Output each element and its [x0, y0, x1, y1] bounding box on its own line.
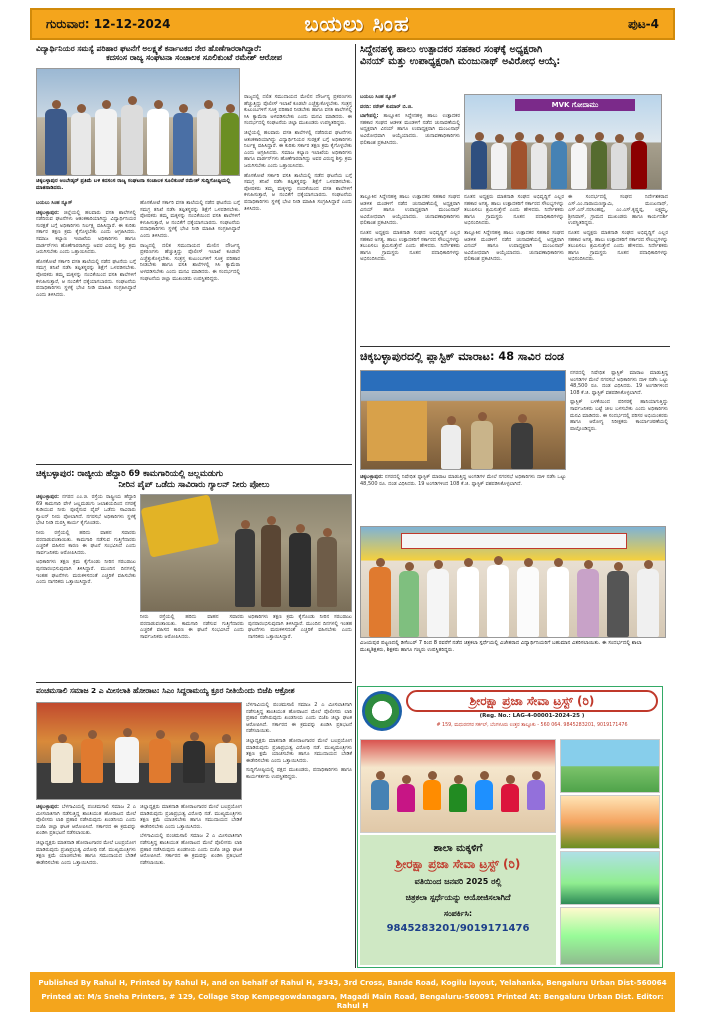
- story1-photo: [36, 68, 240, 176]
- person-figure: [121, 105, 143, 175]
- ad-phone-numbers: 9845283201/9019171476: [386, 923, 530, 934]
- story6-column1: [36, 804, 136, 968]
- person-figure: [289, 533, 311, 607]
- person-figure: [261, 525, 281, 607]
- masthead: [30, 8, 675, 40]
- person-figure: [235, 529, 255, 607]
- story6-column3: [246, 702, 352, 968]
- story6-headline: ಪಂಚಮಸಾಲಿ ಸಮಾಜ 2 ಎ ಮೀಸಲಾತಿ ಹೋರಾಟ: ಸಿಎಂ ಸಿದ್ದರಾಮಯ್ಯ ಕ್ರೂರ ನೀತಿಯೆಂದು ಬಿಜೆಪಿ ಆಕ್ರೋಶ: [36, 686, 295, 695]
- story3-body3: ಅಧಿಕಾರಿಗಳು ತಕ್ಷಣ ಕ್ರಮ ಕೈಗೊಂಡು ನೀರಿನ ಸರಬರಾಜು ಪುನರಾರಂಭಿಸುವುದಾಗಿ ತಿಳಿಸಿದ್ದಾರೆ. ಮುಂದಿನ ದಿನಗಳಲ್ಲಿ ಇಂತಹ ಘಟನೆಗಳು ಮರುಕಳಿಸದಂತೆ ಎಚ್ಚರಿಕೆ ವಹಿಸಬೇಕು ಎಂದು ನಾಗರಿಕರು ಒತ್ತಾಯಿಸಿದ್ದಾರೆ.: [248, 614, 352, 640]
- excavator-shape: [141, 494, 220, 557]
- person-figure: [457, 567, 479, 637]
- story1-headline: [36, 44, 352, 63]
- story2-dateline: ಬಾಗೇಪಲ್ಲಿ:: [360, 113, 379, 120]
- person-figure: [71, 113, 91, 175]
- ad-children-drawing-photo: [360, 739, 556, 833]
- story3-body2: ನೀರು ರಸ್ತೆಯಲ್ಲಿ ಹರಿದು ವಾಹನ ಸವಾರರು ಪರದಾಡುವಂತಾಯಿತು. ಕಾಮಗಾರಿ ನಡೆಸುವ ಗುತ್ತಿಗೆದಾರರು ಎಚ್ಚರಿಕೆ ವಹಿಸದ ಕಾರಣ ಈ ಘಟನೆ ಸಂಭವಿಸಿದೆ ಎಂದು ಸಾರ್ವಜನಿಕರು ಆರೋಪಿಸಿದರು.: [140, 614, 244, 640]
- story2-photo: [464, 94, 662, 190]
- ad-painting-4: [560, 907, 660, 965]
- ad-address: # 159, ಮಧುರನಗರ ಸರ್ಕಲ್, ಬೆಂಗಳೂರು ಉತ್ತರ ತಾಲ್ಲೂಕು - 560 064. 9845283201, 9019171476: [436, 723, 628, 728]
- story2-body2: ನೂತನ ಅಧ್ಯಕ್ಷರು ಮಾತನಾಡಿ ಸಂಘದ ಅಭಿವೃದ್ಧಿಗೆ ಎಲ್ಲರ ಸಹಕಾರ ಅಗತ್ಯ. ಹಾಲು ಉತ್ಪಾದಕರಿಗೆ ಸರ್ಕಾರದ ಸೌಲಭ್ಯಗಳನ್ನು ತಲುಪಿಸಲು ಶ್ರಮಿಸುತ್ತೇನೆ ಎಂದು ಹೇಳಿದರು. ನಿರ್ದೇಶಕರು ಹಾಗೂ ಗ್ರಾಮಸ್ಥರು ನೂತನ ಪದಾಧಿಕಾರಿಗಳನ್ನು ಅಭಿನಂದಿಸಿದರು.: [464, 194, 564, 227]
- person-figure: [317, 537, 337, 607]
- person-figure: [475, 780, 493, 810]
- story6-body3b: ಜಿಲ್ಲಾಧ್ಯಕ್ಷರು ಮಾತನಾಡಿ ಹೋರಾಟಗಾರರ ಮೇಲೆ ಬಲಪ್ರಯೋಗ ಮಾಡಿರುವುದು ಪ್ರಜಾಪ್ರಭುತ್ವ ವಿರೋಧಿ ನಡೆ. ಮುಖ್ಯಮಂತ್ರಿಗಳು ತಕ್ಷಣ ಕ್ಷಮೆ ಯಾಚಿಸಬೇಕು ಹಾಗೂ ಸಮುದಾಯದ ಬೇಡಿಕೆ ಈಡೇರಿಸಬೇಕು ಎಂದು ಒತ್ತಾಯಿಸಿದರು.: [246, 737, 352, 764]
- person-figure: [173, 113, 193, 175]
- story6-dateline: ಚಿಕ್ಕಬಳ್ಳಾಪುರ:: [36, 804, 59, 810]
- person-figure: [471, 141, 487, 189]
- person-figure: [149, 739, 171, 783]
- divider: [36, 682, 352, 683]
- story2-reporter: ವರದಿ: ನರೇಶ್ ಕುಮಾರ್ ಬಿ.ಜಿ.: [360, 103, 413, 110]
- column-divider: [355, 44, 356, 968]
- ad-painting-1: [560, 739, 660, 793]
- ad-competition-notice: [360, 835, 556, 965]
- story1-dateline: ಚಿಕ್ಕಬಳ್ಳಾಪುರ:: [36, 209, 59, 216]
- story6-column2: [140, 804, 242, 968]
- person-figure: [423, 780, 441, 810]
- divider: [360, 346, 670, 347]
- story2-body1: ತಾಲ್ಲೂಕಿನ ಸಿದ್ದೇನಹಳ್ಳಿ ಹಾಲು ಉತ್ಪಾದಕರ ಸಹಕಾರ ಸಂಘದ ಆಡಳಿತ ಮಂಡಳಿಗೆ ನಡೆದ ಚುನಾವಣೆಯಲ್ಲಿ ಅಧ್ಯಕ್ಷರಾಗಿ ವಿನಯ್ ಹಾಗೂ ಉಪಾಧ್ಯಕ್ಷರಾಗಿ ಮಂಜುನಾಥ್ ಅವಿರೋಧವಾಗಿ ಆಯ್ಕೆಯಾದರು. ಚುನಾವಣಾಧಿಕಾರಿಗಳು ಫಲಿತಾಂಶ ಪ್ರಕಟಿಸಿದರು.: [360, 113, 460, 146]
- person-figure: [631, 141, 647, 189]
- story2-column2: [464, 194, 564, 344]
- story2-body1b: ತಾಲ್ಲೂಕಿನ ಸಿದ್ದೇನಹಳ್ಳಿ ಹಾಲು ಉತ್ಪಾದಕರ ಸಹಕಾರ ಸಂಘದ ಆಡಳಿತ ಮಂಡಳಿಗೆ ನಡೆದ ಚುನಾವಣೆಯಲ್ಲಿ ಅಧ್ಯಕ್ಷರಾಗಿ ವಿನಯ್ ಹಾಗೂ ಉಪಾಧ್ಯಕ್ಷರಾಗಿ ಮಂಜುನಾಥ್ ಅವಿರೋಧವಾಗಿ ಆಯ್ಕೆಯಾದರು. ಚುನಾವಣಾಧಿಕಾರಿಗಳು ಫಲಿತಾಂಶ ಪ್ರಕಟಿಸಿದರು.: [360, 194, 460, 227]
- person-figure: [371, 780, 389, 810]
- person-figure: [491, 143, 507, 189]
- divider: [36, 464, 352, 465]
- imprint-line2: Printed at: M/s Sneha Printers, # 129, Collage Stop Kempegowdanagara, Magadi Main Road, Bengaluru-560091 Printed At: Bengaluru Urban Dist. Editor: Rahul H: [41, 992, 664, 1010]
- story3-body1: ನಗರದ ಎಂ.ಜಿ. ರಸ್ತೆಯ ರಾಷ್ಟ್ರೀಯ ಹೆದ್ದಾರಿ 69 ಕಾಮಗಾರಿ ವೇಳೆ ಜಲ್ಲಮಡುಗು ಜಲಾಶಯದಿಂದ ನಗರಕ್ಕೆ ಕುಡಿಯುವ ನೀರು ಪೂರೈಸುವ ಪೈಪ್ ಒಡೆದು ಸಾವಿರಾರು ಗ್ಯಾಲನ್ ನೀರು ಪೋಲಾಗಿದೆ. ನಗರಸಭೆ ಅಧಿಕಾರಿಗಳು ಸ್ಥಳಕ್ಕೆ ಭೇಟಿ ನೀಡಿ ದುರಸ್ತಿ ಕಾರ್ಯ ಕೈಗೊಂಡರು.: [36, 494, 136, 527]
- person-figure: [221, 113, 239, 175]
- story2-byline: ಬಯಲು ಸಿಂಹ ನ್ಯೂಸ್: [360, 94, 397, 100]
- person-figure: [51, 743, 73, 783]
- ad-registration: (Reg. No.: LAG-4-00001-2024-25 ): [479, 713, 585, 719]
- person-figure: [501, 784, 519, 812]
- story3-column1: [36, 494, 136, 680]
- person-figure: [427, 569, 449, 637]
- person-figure: [183, 741, 205, 783]
- person-figure: [147, 109, 169, 175]
- story4-column2: [570, 370, 668, 524]
- story4-body1b: ನಗರದಲ್ಲಿ ನಿಷೇಧಿತ ಪ್ಲಾಸ್ಟಿಕ್ ಮಾರಾಟ ಮಾಡುತ್ತಿದ್ದ ಅಂಗಡಿಗಳ ಮೇಲೆ ನಗರಸಭೆ ಅಧಿಕಾರಿಗಳು ದಾಳಿ ನಡೆಸಿ ಒಟ್ಟು 48,500 ರೂ. ದಂಡ ವಿಧಿಸಿದರು. 19 ಅಂಗಡಿಗಳಿಂದ 108 ಕೆ.ಜಿ. ಪ್ಲಾಸ್ಟಿಕ್ ವಶಪಡಿಸಿಕೊಳ್ಳಲಾಗಿದೆ.: [570, 370, 668, 396]
- person-figure: [471, 421, 493, 469]
- ad-title: ಶ್ರೀರಕ್ಷಾ ಪ್ರಜಾ ಸೇವಾ ಟ್ರಸ್ಟ್ (ರಿ): [406, 690, 658, 712]
- story5-photo: [360, 526, 666, 638]
- person-figure: [449, 784, 467, 812]
- story5-caption: ವಿಜಯಪುರ ಪಟ್ಟಣದಲ್ಲಿ ಡಿಸೆಂಬರ್ 7 ರಿಂದ 8 ರವರೆಗೆ ನಡೆದ ಚಿತ್ರಕಲಾ ಸ್ಪರ್ಧೆಯಲ್ಲಿ ವಿಜೇತರಾದ ವಿದ್ಯಾರ್ಥಿನಿಯರಿಗೆ ಬಹುಮಾನ ವಿತರಿಸಲಾಯಿತು. ಈ ಸಂದರ್ಭದಲ್ಲಿ ಶಾಲಾ ಮುಖ್ಯಶಿಕ್ಷಕರು, ಶಿಕ್ಷಕರು ಹಾಗೂ ಗಣ್ಯರು ಉಪಸ್ಥಿತರಿದ್ದರು.: [360, 640, 642, 653]
- shop-shelf: [367, 401, 427, 461]
- page-number: ಪುಟ-4: [628, 17, 659, 31]
- story1-body2: ಹೊಸಕೋಟೆ ಸರ್ಕಾರಿ ವಸತಿ ಶಾಲೆಯಲ್ಲಿ ನಡೆದ ಘಟನೆಯ ಬಗ್ಗೆ ಸಮಗ್ರ ತನಿಖೆ ನಡೆಸಿ ತಪ್ಪಿತಸ್ಥರನ್ನು ಶಿಕ್ಷೆಗೆ ಒಳಪಡಿಸಬೇಕು. ಪೋಷಕರು ತಮ್ಮ ಮಕ್ಕಳನ್ನು ನಂಬಿಕೆಯಿಂದ ವಸತಿ ಶಾಲೆಗಳಿಗೆ ಕಳುಹಿಸುತ್ತಾರೆ, ಆ ನಂಬಿಕೆಗೆ ಧಕ್ಕೆಯಾಗಬಾರದು. ಸಂಘಟನೆಯ ಪದಾಧಿಕಾರಿಗಳು ಸ್ಥಳಕ್ಕೆ ಭೇಟಿ ನೀಡಿ ಮಾಹಿತಿ ಸಂಗ್ರಹಿಸಿದ್ದಾರೆ ಎಂದು ತಿಳಿಸಿದರು.: [140, 200, 240, 239]
- story1-body3c: ಹೊಸಕೋಟೆ ಸರ್ಕಾರಿ ವಸತಿ ಶಾಲೆಯಲ್ಲಿ ನಡೆದ ಘಟನೆಯ ಬಗ್ಗೆ ಸಮಗ್ರ ತನಿಖೆ ನಡೆಸಿ ತಪ್ಪಿತಸ್ಥರನ್ನು ಶಿಕ್ಷೆಗೆ ಒಳಪಡಿಸಬೇಕು. ಪೋಷಕರು ತಮ್ಮ ಮಕ್ಕಳನ್ನು ನಂಬಿಕೆಯಿಂದ ವಸತಿ ಶಾಲೆಗಳಿಗೆ ಕಳುಹಿಸುತ್ತಾರೆ, ಆ ನಂಬಿಕೆಗೆ ಧಕ್ಕೆಯಾಗಬಾರದು. ಸಂಘಟನೆಯ ಪದಾಧಿಕಾರಿಗಳು ಸ್ಥಳಕ್ಕೆ ಭೇಟಿ ನೀಡಿ ಮಾಹಿತಿ ಸಂಗ್ರಹಿಸಿದ್ದಾರೆ ಎಂದು ತಿಳಿಸಿದರು.: [244, 172, 352, 212]
- person-figure: [511, 141, 527, 189]
- story3-headline-line2: ನೀರಿನ ಪೈಪ್ ಒಡೆದು ಸಾವಿರಾರು ಗ್ಯಾಲನ್ ನೀರು ಪೋಲು: [118, 478, 270, 489]
- ad-line1: ಶಾಲಾ ಮಕ್ಕಳಿಗೆ: [433, 843, 483, 854]
- story4-dateline: ಚಿಕ್ಕಬಳ್ಳಾಪುರ:: [360, 474, 383, 480]
- person-figure: [215, 743, 237, 783]
- person-figure: [591, 141, 607, 189]
- person-figure: [487, 565, 509, 637]
- story3-column2: [140, 614, 244, 680]
- story2-headline: [360, 44, 672, 68]
- person-figure: [527, 780, 545, 810]
- person-figure: [399, 571, 419, 637]
- story6-body3: ಸುದ್ದಿಗೋಷ್ಠಿಯಲ್ಲಿ ಪಕ್ಷದ ಮುಖಂಡರು, ಪದಾಧಿಕಾರಿಗಳು ಹಾಗೂ ಕಾರ್ಯಕರ್ತರು ಉಪಸ್ಥಿತರಿದ್ದರು.: [246, 767, 352, 780]
- story1-body1b: ಹೊಸಕೋಟೆ ಸರ್ಕಾರಿ ವಸತಿ ಶಾಲೆಯಲ್ಲಿ ನಡೆದ ಘಟನೆಯ ಬಗ್ಗೆ ಸಮಗ್ರ ತನಿಖೆ ನಡೆಸಿ ತಪ್ಪಿತಸ್ಥರನ್ನು ಶಿಕ್ಷೆಗೆ ಒಳಪಡಿಸಬೇಕು. ಪೋಷಕರು ತಮ್ಮ ಮಕ್ಕಳನ್ನು ನಂಬಿಕೆಯಿಂದ ವಸತಿ ಶಾಲೆಗಳಿಗೆ ಕಳುಹಿಸುತ್ತಾರೆ, ಆ ನಂಬಿಕೆಗೆ ಧಕ್ಕೆಯಾಗಬಾರದು. ಸಂಘಟನೆಯ ಪದಾಧಿಕಾರಿಗಳು ಸ್ಥಳಕ್ಕೆ ಭೇಟಿ ನೀಡಿ ಮಾಹಿತಿ ಸಂಗ್ರಹಿಸಿದ್ದಾರೆ ಎಂದು ತಿಳಿಸಿದರು.: [36, 258, 136, 298]
- person-figure: [531, 143, 547, 189]
- story1-headline-line2: ಕದಸಂಸ ರಾಜ್ಯ ಸಂಘಟನಾ ಸಂಚಾಲಕ ಸೂಲಿಕುಂಟೆ ರಮೇಶ್ ಆರೋಪ: [106, 53, 282, 63]
- person-figure: [197, 109, 219, 175]
- story1-column3: [244, 94, 352, 462]
- story1-body1: ಜಿಲ್ಲೆಯಲ್ಲಿ ಹಲವಾರು ವಸತಿ ಶಾಲೆಗಳಲ್ಲಿ ನಡೆದಿರುವ ಘಟನೆಗಳು ಆತಂಕಕಾರಿಯಾಗಿದ್ದು ವಿದ್ಯಾರ್ಥಿನಿಯರ ಸುರಕ್ಷತೆ ಬಗ್ಗೆ ಅಧಿಕಾರಿಗಳು ನಿರ್ಲಕ್ಷ್ಯ ವಹಿಸಿದ್ದಾರೆ. ಈ ಕುರಿತು ಸರ್ಕಾರ ತಕ್ಷಣ ಕ್ರಮ ಕೈಗೊಳ್ಳಬೇಕು ಎಂದು ಆಗ್ರಹಿಸಿದರು. ಸಮಾಜ ಕಲ್ಯಾಣ ಇಲಾಖೆಯ ಅಧಿಕಾರಿಗಳು ಹಾಗೂ ವಾರ್ಡನ್‌ಗಳು ಹೊಣೆಗಾರರಾಗಿದ್ದು ಅವರ ವಿರುದ್ಧ ಶಿಸ್ತು ಕ್ರಮ ಜರುಗಿಸಬೇಕು ಎಂದು ಒತ್ತಾಯಿಸಿದರು.: [36, 209, 136, 256]
- story2-column3: [568, 194, 668, 344]
- person-figure: [637, 569, 659, 637]
- ad-line3: ವತಿಯಿಂದ ಜನವರಿ 2025 ರಲ್ಲಿ: [414, 877, 502, 886]
- ad-painting-2: [560, 795, 660, 849]
- story3-body1b: ನೀರು ರಸ್ತೆಯಲ್ಲಿ ಹರಿದು ವಾಹನ ಸವಾರರು ಪರದಾಡುವಂತಾಯಿತು. ಕಾಮಗಾರಿ ನಡೆಸುವ ಗುತ್ತಿಗೆದಾರರು ಎಚ್ಚರಿಕೆ ವಹಿಸದ ಕಾರಣ ಈ ಘಟನೆ ಸಂಭವಿಸಿದೆ ಎಂದು ಸಾರ್ವಜನಿಕರು ಆರೋಪಿಸಿದರು.: [36, 529, 136, 556]
- person-figure: [551, 141, 567, 189]
- person-figure: [81, 739, 103, 783]
- person-figure: [95, 109, 117, 175]
- ad-header: [358, 687, 662, 735]
- issue-date: ಗುರುವಾರ: 12-12-2024: [46, 17, 171, 31]
- story1-byline: ಬಯಲು ಸಿಂಹ ನ್ಯೂಸ್: [36, 200, 73, 206]
- story3-dateline: ಚಿಕ್ಕಬಳ್ಳಾಪುರ:: [36, 494, 59, 500]
- person-figure: [577, 569, 599, 637]
- story1-caption: ಚಿಕ್ಕಬಳ್ಳಾಪುರ ಅಂಬೇಡ್ಕರ್ ಪ್ರತಿಮೆ ಬಳಿ ಕದಸಂಸ ರಾಜ್ಯ ಸಂಘಟನಾ ಸಂಚಾಲಕ ಸೂಲಿಕುಂಟೆ ರಮೇಶ್ ಸುದ್ದಿಗೋಷ್ಠಿಯಲ್ಲಿ ಮಾತನಾಡಿದರು.: [36, 178, 231, 191]
- person-figure: [115, 737, 139, 783]
- story2-headline-line1: ಸಿದ್ದೇನಹಳ್ಳಿ ಹಾಲು ಉತ್ಪಾದಕರ ಸಹಕಾರ ಸಂಘಕ್ಕೆ ಅಧ್ಯಕ್ಷರಾಗಿ: [360, 44, 543, 55]
- story6-body2: ಜಿಲ್ಲಾಧ್ಯಕ್ಷರು ಮಾತನಾಡಿ ಹೋರಾಟಗಾರರ ಮೇಲೆ ಬಲಪ್ರಯೋಗ ಮಾಡಿರುವುದು ಪ್ರಜಾಪ್ರಭುತ್ವ ವಿರೋಧಿ ನಡೆ. ಮುಖ್ಯಮಂತ್ರಿಗಳು ತಕ್ಷಣ ಕ್ಷಮೆ ಯಾಚಿಸಬೇಕು ಹಾಗೂ ಸಮುದಾಯದ ಬೇಡಿಕೆ ಈಡೇರಿಸಬೇಕು ಎಂದು ಒತ್ತಾಯಿಸಿದರು.: [140, 804, 242, 830]
- story2-body3b: ನೂತನ ಅಧ್ಯಕ್ಷರು ಮಾತನಾಡಿ ಸಂಘದ ಅಭಿವೃದ್ಧಿಗೆ ಎಲ್ಲರ ಸಹಕಾರ ಅಗತ್ಯ. ಹಾಲು ಉತ್ಪಾದಕರಿಗೆ ಸರ್ಕಾರದ ಸೌಲಭ್ಯಗಳನ್ನು ತಲುಪಿಸಲು ಶ್ರಮಿಸುತ್ತೇನೆ ಎಂದು ಹೇಳಿದರು. ನಿರ್ದೇಶಕರು ಹಾಗೂ ಗ್ರಾಮಸ್ಥರು ನೂತನ ಪದಾಧಿಕಾರಿಗಳನ್ನು ಅಭಿನಂದಿಸಿದರು.: [568, 229, 668, 263]
- story4-column1: [360, 474, 566, 524]
- person-figure: [45, 109, 67, 175]
- story3-column3: [248, 614, 352, 680]
- person-figure: [441, 425, 461, 469]
- person-figure: [547, 567, 569, 637]
- story6-body1: ಬೆಳಗಾವಿಯಲ್ಲಿ ಪಂಚಮಸಾಲಿ ಸಮಾಜ 2 ಎ ಮೀಸಲಾತಿಗಾಗಿ ನಡೆಸುತ್ತಿದ್ದ ಶಾಂತಿಯುತ ಹೋರಾಟದ ಮೇಲೆ ಪೊಲೀಸರು ಲಾಠಿ ಪ್ರಹಾರ ನಡೆಸಿರುವುದು ಖಂಡನೀಯ ಎಂದು ಬಿಜೆಪಿ ಜಿಲ್ಲಾ ಘಟಕ ಆರೋಪಿಸಿದೆ. ಸರ್ಕಾರದ ಈ ಕ್ರಮವನ್ನು ಖಂಡಿಸಿ ಪ್ರತಿಭಟನೆ ನಡೆಸಲಾಯಿತು.: [36, 804, 136, 837]
- story6-photo: [36, 702, 242, 800]
- story4-headline: ಚಿಕ್ಕಬಳ್ಳಾಪುರದಲ್ಲಿ ಪ್ಲಾಸ್ಟಿಕ್ ಮಾರಾಟ: 48 ಸಾವಿರ ದಂಡ: [360, 350, 565, 363]
- story2-body2b: ತಾಲ್ಲೂಕಿನ ಸಿದ್ದೇನಹಳ್ಳಿ ಹಾಲು ಉತ್ಪಾದಕರ ಸಹಕಾರ ಸಂಘದ ಆಡಳಿತ ಮಂಡಳಿಗೆ ನಡೆದ ಚುನಾವಣೆಯಲ್ಲಿ ಅಧ್ಯಕ್ಷರಾಗಿ ವಿನಯ್ ಹಾಗೂ ಉಪಾಧ್ಯಕ್ಷರಾಗಿ ಮಂಜುನಾಥ್ ಅವಿರೋಧವಾಗಿ ಆಯ್ಕೆಯಾದರು. ಚುನಾವಣಾಧಿಕಾರಿಗಳು ಫಲಿತಾಂಶ ಪ್ರಕಟಿಸಿದರು.: [464, 229, 564, 263]
- person-figure: [511, 423, 533, 469]
- story6-body3a: ಬೆಳಗಾವಿಯಲ್ಲಿ ಪಂಚಮಸಾಲಿ ಸಮಾಜ 2 ಎ ಮೀಸಲಾತಿಗಾಗಿ ನಡೆಸುತ್ತಿದ್ದ ಶಾಂತಿಯುತ ಹೋರಾಟದ ಮೇಲೆ ಪೊಲೀಸರು ಲಾಠಿ ಪ್ರಹಾರ ನಡೆಸಿರುವುದು ಖಂಡನೀಯ ಎಂದು ಬಿಜೆಪಿ ಜಿಲ್ಲಾ ಘಟಕ ಆರೋಪಿಸಿದೆ. ಸರ್ಕಾರದ ಈ ಕ್ರಮವನ್ನು ಖಂಡಿಸಿ ಪ್ರತಿಭಟನೆ ನಡೆಸಲಾಯಿತು.: [246, 702, 352, 735]
- trust-advertisement: [357, 686, 663, 968]
- story2-body1c: ನೂತನ ಅಧ್ಯಕ್ಷರು ಮಾತನಾಡಿ ಸಂಘದ ಅಭಿವೃದ್ಧಿಗೆ ಎಲ್ಲರ ಸಹಕಾರ ಅಗತ್ಯ. ಹಾಲು ಉತ್ಪಾದಕರಿಗೆ ಸರ್ಕಾರದ ಸೌಲಭ್ಯಗಳನ್ನು ತಲುಪಿಸಲು ಶ್ರಮಿಸುತ್ತೇನೆ ಎಂದು ಹೇಳಿದರು. ನಿರ್ದೇಶಕರು ಹಾಗೂ ಗ್ರಾಮಸ್ಥರು ನೂತನ ಪದಾಧಿಕಾರಿಗಳನ್ನು ಅಭಿನಂದಿಸಿದರು.: [360, 229, 460, 263]
- story6-body1b: ಜಿಲ್ಲಾಧ್ಯಕ್ಷರು ಮಾತನಾಡಿ ಹೋರಾಟಗಾರರ ಮೇಲೆ ಬಲಪ್ರಯೋಗ ಮಾಡಿರುವುದು ಪ್ರಜಾಪ್ರಭುತ್ವ ವಿರೋಧಿ ನಡೆ. ಮುಖ್ಯಮಂತ್ರಿಗಳು ತಕ್ಷಣ ಕ್ಷಮೆ ಯಾಚಿಸಬೇಕು ಹಾಗೂ ಸಮುದಾಯದ ಬೇಡಿಕೆ ಈಡೇರಿಸಬೇಕು ಎಂದು ಒತ್ತಾಯಿಸಿದರು.: [36, 839, 136, 866]
- imprint-footer: [30, 972, 675, 1012]
- ad-painting-3: [560, 851, 660, 905]
- newspaper-name: ಬಯಲು ಸಿಂಹ: [304, 12, 410, 36]
- imprint-line1: Published By Rahul H, Printed by Rahul H, and on behalf of Rahul H, #343, 3rd Cross, Bande Road, Kogilu layout, Yelahanka, Bengaluru Urban Dist-560064: [38, 978, 667, 987]
- person-figure: [517, 567, 539, 637]
- person-figure: [397, 784, 415, 812]
- story4-body2: ಪ್ಲಾಸ್ಟಿಕ್ ಬಳಕೆಯಿಂದ ಪರಿಸರಕ್ಕೆ ಹಾನಿಯಾಗುತ್ತಿದ್ದು ಸಾರ್ವಜನಿಕರು ಬಟ್ಟೆ ಚೀಲ ಬಳಸಬೇಕು ಎಂದು ಅಧಿಕಾರಿಗಳು ಮನವಿ ಮಾಡಿದರು. ಈ ಸಂದರ್ಭದಲ್ಲಿ ಪರಿಸರ ಅಭಿಯಂತರರು ಹಾಗೂ ಆರೋಗ್ಯ ನಿರೀಕ್ಷಕರು ಕಾರ್ಯಾಚರಣೆಯಲ್ಲಿ ಪಾಲ್ಗೊಂಡಿದ್ದರು.: [570, 399, 668, 432]
- ad-line4: ಚಿತ್ರಕಲಾ ಸ್ಪರ್ಧೆಯನ್ನು ಆಯೋಜಿಸಲಾಗಿದೆ: [405, 893, 511, 902]
- story1-body2b: ರಾಜ್ಯದಲ್ಲಿ ದಲಿತ ಸಮುದಾಯದ ಮೇಲಿನ ದೌರ್ಜನ್ಯ ಪ್ರಕರಣಗಳು ಹೆಚ್ಚುತ್ತಿದ್ದು ಪೊಲೀಸ್ ಇಲಾಖೆ ಕೂಡಲೇ ಎಚ್ಚೆತ್ತುಕೊಳ್ಳಬೇಕು. ಸಂತ್ರಸ್ತ ಕುಟುಂಬಗಳಿಗೆ ಸೂಕ್ತ ಪರಿಹಾರ ನೀಡಬೇಕು ಹಾಗೂ ವಸತಿ ಶಾಲೆಗಳಲ್ಲಿ ಸಿಸಿ ಕ್ಯಾಮೆರಾ ಅಳವಡಿಸಬೇಕು ಎಂದು ಮನವಿ ಮಾಡಿದರು. ಈ ಸಂದರ್ಭದಲ್ಲಿ ಸಂಘಟನೆಯ ಜಿಲ್ಲಾ ಮುಖಂಡರು ಉಪಸ್ಥಿತರಿದ್ದರು.: [140, 242, 240, 282]
- person-figure: [369, 567, 391, 637]
- story3-photo: [140, 494, 352, 612]
- person-figure: [571, 143, 587, 189]
- story4-body1: ನಗರದಲ್ಲಿ ನಿಷೇಧಿತ ಪ್ಲಾಸ್ಟಿಕ್ ಮಾರಾಟ ಮಾಡುತ್ತಿದ್ದ ಅಂಗಡಿಗಳ ಮೇಲೆ ನಗರಸಭೆ ಅಧಿಕಾರಿಗಳು ದಾಳಿ ನಡೆಸಿ ಒಟ್ಟು 48,500 ರೂ. ದಂಡ ವಿಧಿಸಿದರು. 19 ಅಂಗಡಿಗಳಿಂದ 108 ಕೆ.ಜಿ. ಪ್ಲಾಸ್ಟಿಕ್ ವಶಪಡಿಸಿಕೊಳ್ಳಲಾಗಿದೆ.: [360, 474, 566, 487]
- story1-column2: [140, 200, 240, 462]
- story6-body2b: ಬೆಳಗಾವಿಯಲ್ಲಿ ಪಂಚಮಸಾಲಿ ಸಮಾಜ 2 ಎ ಮೀಸಲಾತಿಗಾಗಿ ನಡೆಸುತ್ತಿದ್ದ ಶಾಂತಿಯುತ ಹೋರಾಟದ ಮೇಲೆ ಪೊಲೀಸರು ಲಾಠಿ ಪ್ರಹಾರ ನಡೆಸಿರುವುದು ಖಂಡನೀಯ ಎಂದು ಬಿಜೆಪಿ ಜಿಲ್ಲಾ ಘಟಕ ಆರೋಪಿಸಿದೆ. ಸರ್ಕಾರದ ಈ ಕ್ರಮವನ್ನು ಖಂಡಿಸಿ ಪ್ರತಿಭಟನೆ ನಡೆಸಲಾಯಿತು.: [140, 833, 242, 866]
- story2-headline-line2: ವಿನಯ್ ಮತ್ತು ಉಪಾಧ್ಯಕ್ಷರಾಗಿ ಮಂಜುನಾಥ್ ಅವಿರೋಧ ಆಯ್ಕೆ:: [360, 55, 561, 67]
- story4-photo: [360, 370, 566, 470]
- person-figure: [611, 143, 627, 189]
- trust-logo-icon: [362, 691, 402, 731]
- shop-banner: [361, 371, 566, 391]
- shop-signboard: MVK ಗೋದಾಮು: [515, 99, 635, 111]
- story1-headline-line1: ವಿದ್ಯಾರ್ಥಿನಿಯರ ಸಮಸ್ಯೆ ಪರಿಹಾರ ಘಟನೆಗೆ ಅಲಕ್ಷ್ಯತೆ ಕರ್ನಾಟಕದ ನೇರ ಹೊಣೆಗಾರರಾಗಿದ್ದಾರೆ:: [36, 44, 262, 53]
- story2-body3: ಈ ಸಂದರ್ಭದಲ್ಲಿ ಸಂಘದ ನಿರ್ದೇಶಕರಾದ ಎಸ್.ಎಂ.ನಾರಾಯಣಸ್ವಾಮಿ, ಮಂಜುನಾಥ್, ಎಸ್.ಎನ್.ನರಸಿಂಹಪ್ಪ, ಎಂ.ಎಸ್.ಕೃಷ್ಣಪ್ಪ, ಲಕ್ಷ್ಮಮ್ಮ, ಶ್ರೀನಿವಾಸ್, ಗ್ರಾಮದ ಮುಖಂಡರು ಹಾಗೂ ಕಾರ್ಯದರ್ಶಿ ಉಪಸ್ಥಿತರಿದ್ದರು.: [568, 194, 668, 227]
- story3-body1c: ಅಧಿಕಾರಿಗಳು ತಕ್ಷಣ ಕ್ರಮ ಕೈಗೊಂಡು ನೀರಿನ ಸರಬರಾಜು ಪುನರಾರಂಭಿಸುವುದಾಗಿ ತಿಳಿಸಿದ್ದಾರೆ. ಮುಂದಿನ ದಿನಗಳಲ್ಲಿ ಇಂತಹ ಘಟನೆಗಳು ಮರುಕಳಿಸದಂತೆ ಎಚ್ಚರಿಕೆ ವಹಿಸಬೇಕು ಎಂದು ನಾಗರಿಕರು ಒತ್ತಾಯಿಸಿದ್ದಾರೆ.: [36, 559, 136, 586]
- story2-column1: [360, 94, 460, 190]
- newspaper-page: [30, 8, 675, 1016]
- ad-line5: ಸಂಪರ್ಕಿಸಿ:: [443, 909, 473, 918]
- story1-column1: [36, 200, 136, 462]
- story1-body3: ರಾಜ್ಯದಲ್ಲಿ ದಲಿತ ಸಮುದಾಯದ ಮೇಲಿನ ದೌರ್ಜನ್ಯ ಪ್ರಕರಣಗಳು ಹೆಚ್ಚುತ್ತಿದ್ದು ಪೊಲೀಸ್ ಇಲಾಖೆ ಕೂಡಲೇ ಎಚ್ಚೆತ್ತುಕೊಳ್ಳಬೇಕು. ಸಂತ್ರಸ್ತ ಕುಟುಂಬಗಳಿಗೆ ಸೂಕ್ತ ಪರಿಹಾರ ನೀಡಬೇಕು ಹಾಗೂ ವಸತಿ ಶಾಲೆಗಳಲ್ಲಿ ಸಿಸಿ ಕ್ಯಾಮೆರಾ ಅಳವಡಿಸಬೇಕು ಎಂದು ಮನವಿ ಮಾಡಿದರು. ಈ ಸಂದರ್ಭದಲ್ಲಿ ಸಂಘಟನೆಯ ಜಿಲ್ಲಾ ಮುಖಂಡರು ಉಪಸ್ಥಿತರಿದ್ದರು.: [244, 94, 352, 127]
- story3-headline: [36, 468, 352, 489]
- story2-column1b: [360, 194, 460, 344]
- ad-line2: ಶ್ರೀರಕ್ಷಾ ಪ್ರಜಾ ಸೇವಾ ಟ್ರಸ್ಟ್ (ರಿ): [395, 857, 521, 871]
- stage-banner: [401, 533, 627, 549]
- person-figure: [607, 571, 629, 637]
- story3-headline-line1: ಚಿಕ್ಕಬಳ್ಳಾಪುರ: ರಾಜ್ಯೀಯ ಹೆದ್ದಾರಿ 69 ಕಾಮಗಾರಿಯಲ್ಲಿ ಜಲ್ಲಮಡುಗು: [36, 468, 224, 478]
- story1-body3b: ಜಿಲ್ಲೆಯಲ್ಲಿ ಹಲವಾರು ವಸತಿ ಶಾಲೆಗಳಲ್ಲಿ ನಡೆದಿರುವ ಘಟನೆಗಳು ಆತಂಕಕಾರಿಯಾಗಿದ್ದು ವಿದ್ಯಾರ್ಥಿನಿಯರ ಸುರಕ್ಷತೆ ಬಗ್ಗೆ ಅಧಿಕಾರಿಗಳು ನಿರ್ಲಕ್ಷ್ಯ ವಹಿಸಿದ್ದಾರೆ. ಈ ಕುರಿತು ಸರ್ಕಾರ ತಕ್ಷಣ ಕ್ರಮ ಕೈಗೊಳ್ಳಬೇಕು ಎಂದು ಆಗ್ರಹಿಸಿದರು. ಸಮಾಜ ಕಲ್ಯಾಣ ಇಲಾಖೆಯ ಅಧಿಕಾರಿಗಳು ಹಾಗೂ ವಾರ್ಡನ್‌ಗಳು ಹೊಣೆಗಾರರಾಗಿದ್ದು ಅವರ ವಿರುದ್ಧ ಶಿಸ್ತು ಕ್ರಮ ಜರುಗಿಸಬೇಕು ಎಂದು ಒತ್ತಾಯಿಸಿದರು.: [244, 129, 352, 169]
